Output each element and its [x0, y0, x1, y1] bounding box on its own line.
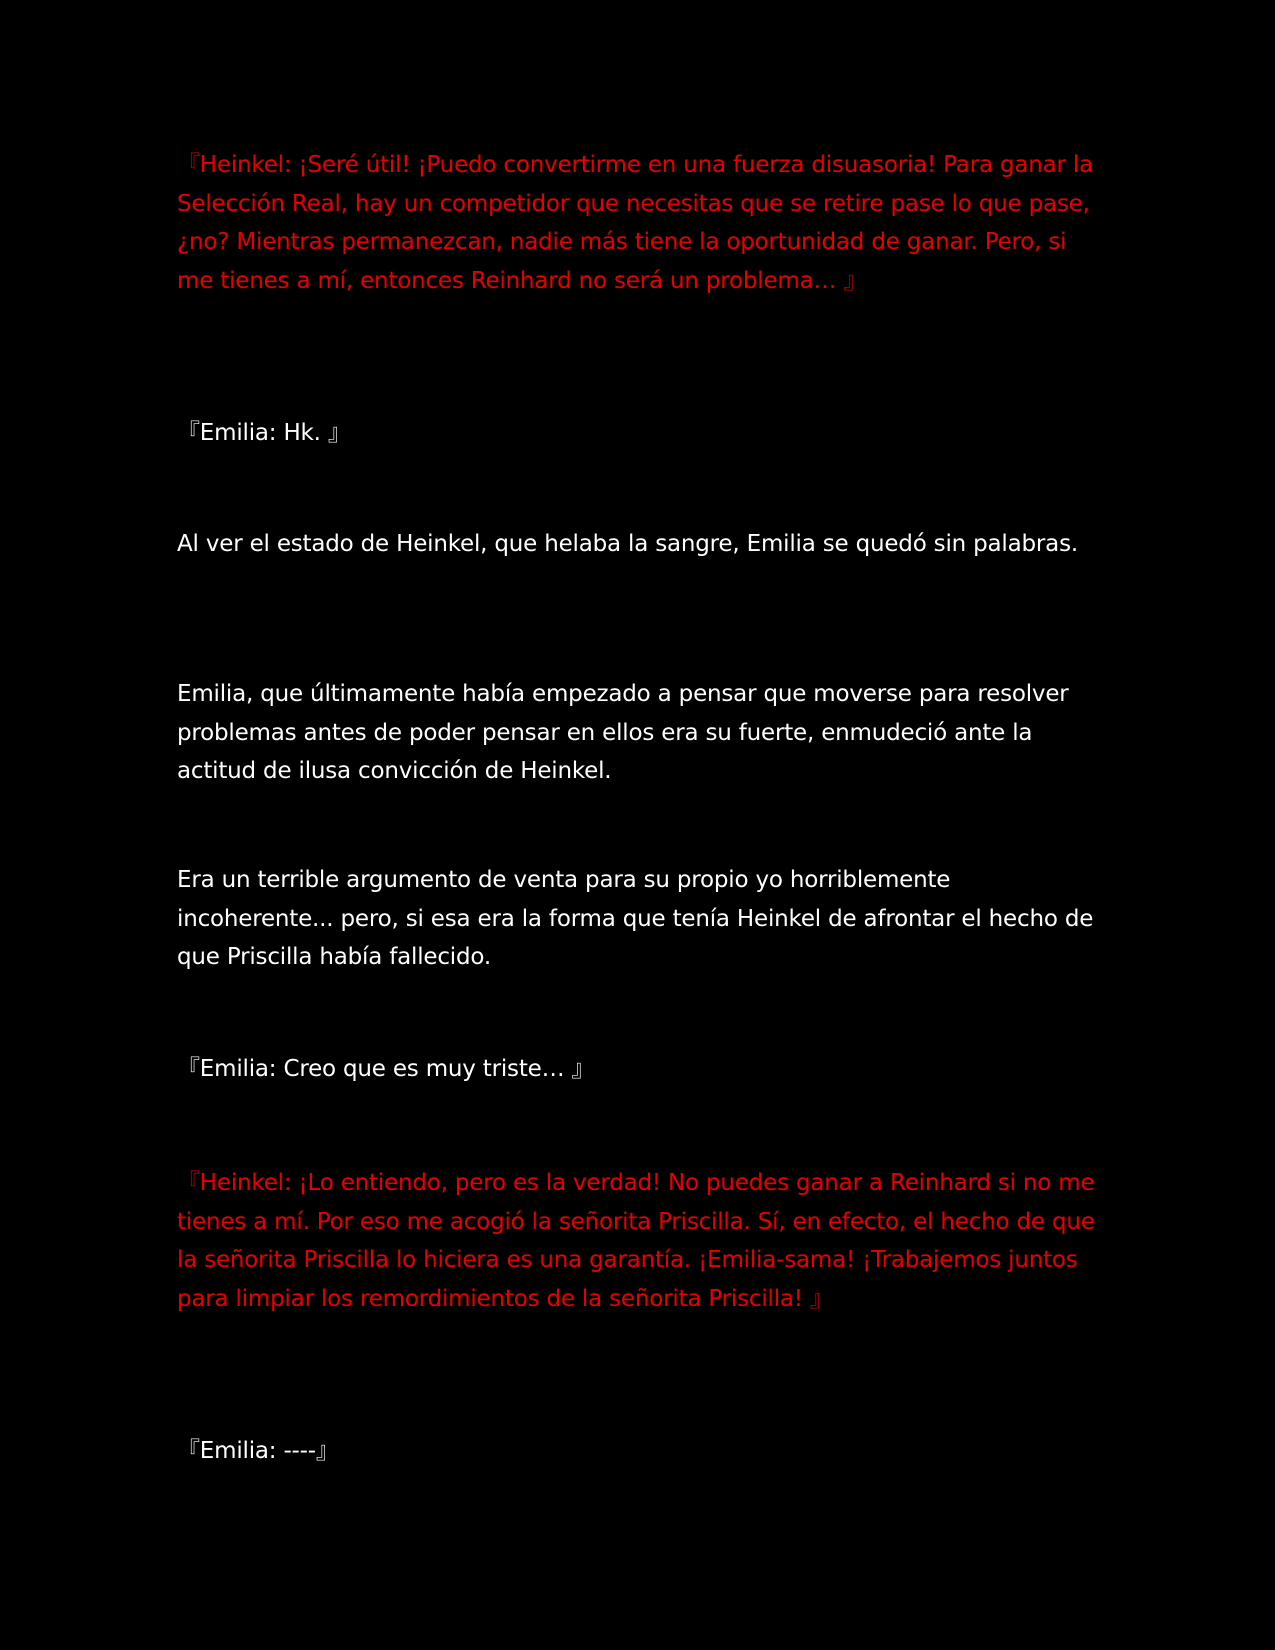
narration-2: Emilia, que últimamente había empezado a pensar que moverse para resolver problemas antes de poder pensar en ellos era su fuerte, enmudeció ante la actitud de ilusa convicción de Heinkel.	[177, 681, 1069, 784]
dialogue-heinkel-2: 『Heinkel: ¡Lo entiendo, pero es la verdad! No puedes ganar a Reinhard si no me tienes a mí. Por eso me acogió la señorita Priscilla. Sí, en efecto, el hecho de que la señorita Priscilla lo hiciera es una garantía. ¡Emilia-sama! ¡Trabajemos juntos para limpiar los remordimientos de la señorita Priscilla! 』	[177, 1170, 1095, 1312]
narration-1: Al ver el estado de Heinkel, que helaba la sangre, Emilia se quedó sin palabras.	[177, 531, 1078, 557]
narration-3: Era un terrible argumento de venta para su propio yo horriblemente incoherente... pero, si esa era la forma que tenía Heinkel de afrontar el hecho de que Priscilla había fallecido.	[177, 867, 1094, 970]
dialogue-heinkel-1: 『Heinkel: ¡Seré útil! ¡Puedo convertirme en una fuerza disuasoria! Para ganar la Selección Real, hay un competidor que necesitas que se retire pase lo que pase, ¿no? Mientras permanezcan, nadie más tiene la oportunidad de ganar. Pero, si me tienes a mí, entonces Reinhard no será un problema… 』	[177, 152, 1093, 294]
dialogue-emilia-3: 『Emilia: ----』	[177, 1438, 339, 1464]
dialogue-emilia-1: 『Emilia: Hk. 』	[177, 420, 351, 446]
dialogue-emilia-2: 『Emilia: Creo que es muy triste… 』	[177, 1056, 595, 1082]
